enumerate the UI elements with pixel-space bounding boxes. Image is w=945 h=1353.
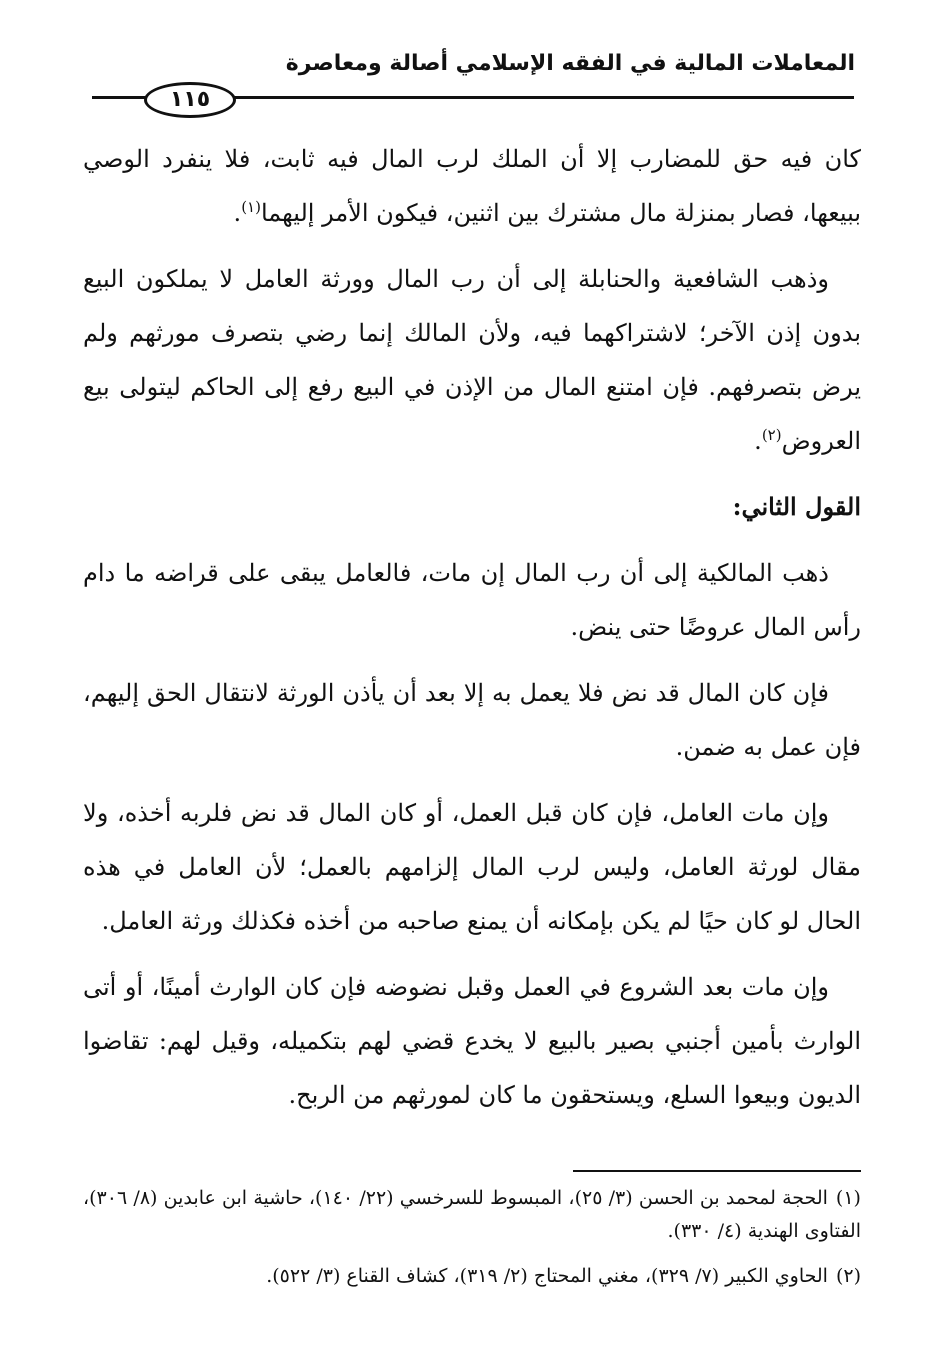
footnote-2 xyxy=(83,1260,861,1293)
paragraph-6: وإن مات بعد الشروع في العمل وقبل نضوضه فإن كان الوارث أمينًا، أو أتى الوارث بأمين أجنبي بصير بالبيع لا يخدع قضي لهم بتكميله، وقيل لهم: تقاضوا الديون وبيعوا السلع، ويستحقون ما كان لمورثهم من الربح. xyxy=(83,973,861,1109)
footnotes xyxy=(83,1182,861,1305)
paragraph-2-end: . xyxy=(754,427,762,455)
footnote-2-text: الحاوي الكبير (٧/ ٣٢٩)، مغني المحتاج (٢/ ٣١٩)، كشاف القناع (٣/ ٥٢٢). xyxy=(266,1265,828,1287)
paragraph-1 xyxy=(83,132,861,240)
paragraph-2-text: وذهب الشافعية والحنابلة إلى أن رب المال وورثة العامل لا يملكون البيع بدون إذن الآخر؛ لاشتراكهما فيه، ولأن المالك إنما رضي بتصرف مورثهم ولم يرض بتصرفهم. فإن امتنع المال من الإذن في البيع رفع إلى الحاكم ليتولى بيع العروض xyxy=(83,265,861,455)
paragraph-5: وإن مات العامل، فإن كان قبل العمل، أو كان المال قد نض فلربه أخذه، ولا مقال لورثة العامل، وليس لرب المال إلزامهم بالعمل؛ لأن العامل في هذه الحال لو كان حيًا لم يكن بإمكانه أن يمنع صاحبه من أخذه فكذلك ورثة العامل. xyxy=(83,799,861,935)
footnote-ref-1: (١) xyxy=(241,198,261,216)
paragraph-3: ذهب المالكية إلى أن رب المال إن مات، فالعامل يبقى على قراضه ما دام رأس المال عروضًا حتى ينض. xyxy=(83,559,861,641)
footnote-1 xyxy=(83,1182,861,1248)
paragraph-1-text: كان فيه حق للمضارب إلا أن الملك لرب المال فيه ثابت، فلا ينفرد الوصي ببيعها، فصار بمنزلة مال مشترك بين اثنين، فيكون الأمر إليهما xyxy=(83,145,861,227)
footnote-rule xyxy=(573,1170,861,1172)
paragraph-2 xyxy=(83,252,861,468)
footnote-1-text: الحجة لمحمد بن الحسن (٣/ ٢٥)، المبسوط للسرخسي (٢٢/ ١٤٠)، حاشية ابن عابدين (٨/ ٣٠٦)، الفتاوى الهندية (٤/ ٣٣٠). xyxy=(83,1187,861,1242)
footnote-ref-2: (٢) xyxy=(761,426,782,444)
running-title: المعاملات المالية في الفقه الإسلامي أصالة ومعاصرة xyxy=(285,51,855,76)
paragraph-1-end: . xyxy=(233,199,242,227)
section-heading: القول الثاني: xyxy=(732,492,861,521)
page-number: ١١٥ xyxy=(144,82,236,118)
footnote-1-number: (١) xyxy=(835,1187,861,1209)
paragraph-4: فإن كان المال قد نض فلا يعمل به إلا بعد أن يأذن الورثة لانتقال الحق إليهم، فإن عمل به ضمن. xyxy=(83,679,861,761)
main-text xyxy=(83,132,861,1134)
footnote-2-number: (٢) xyxy=(835,1265,861,1287)
